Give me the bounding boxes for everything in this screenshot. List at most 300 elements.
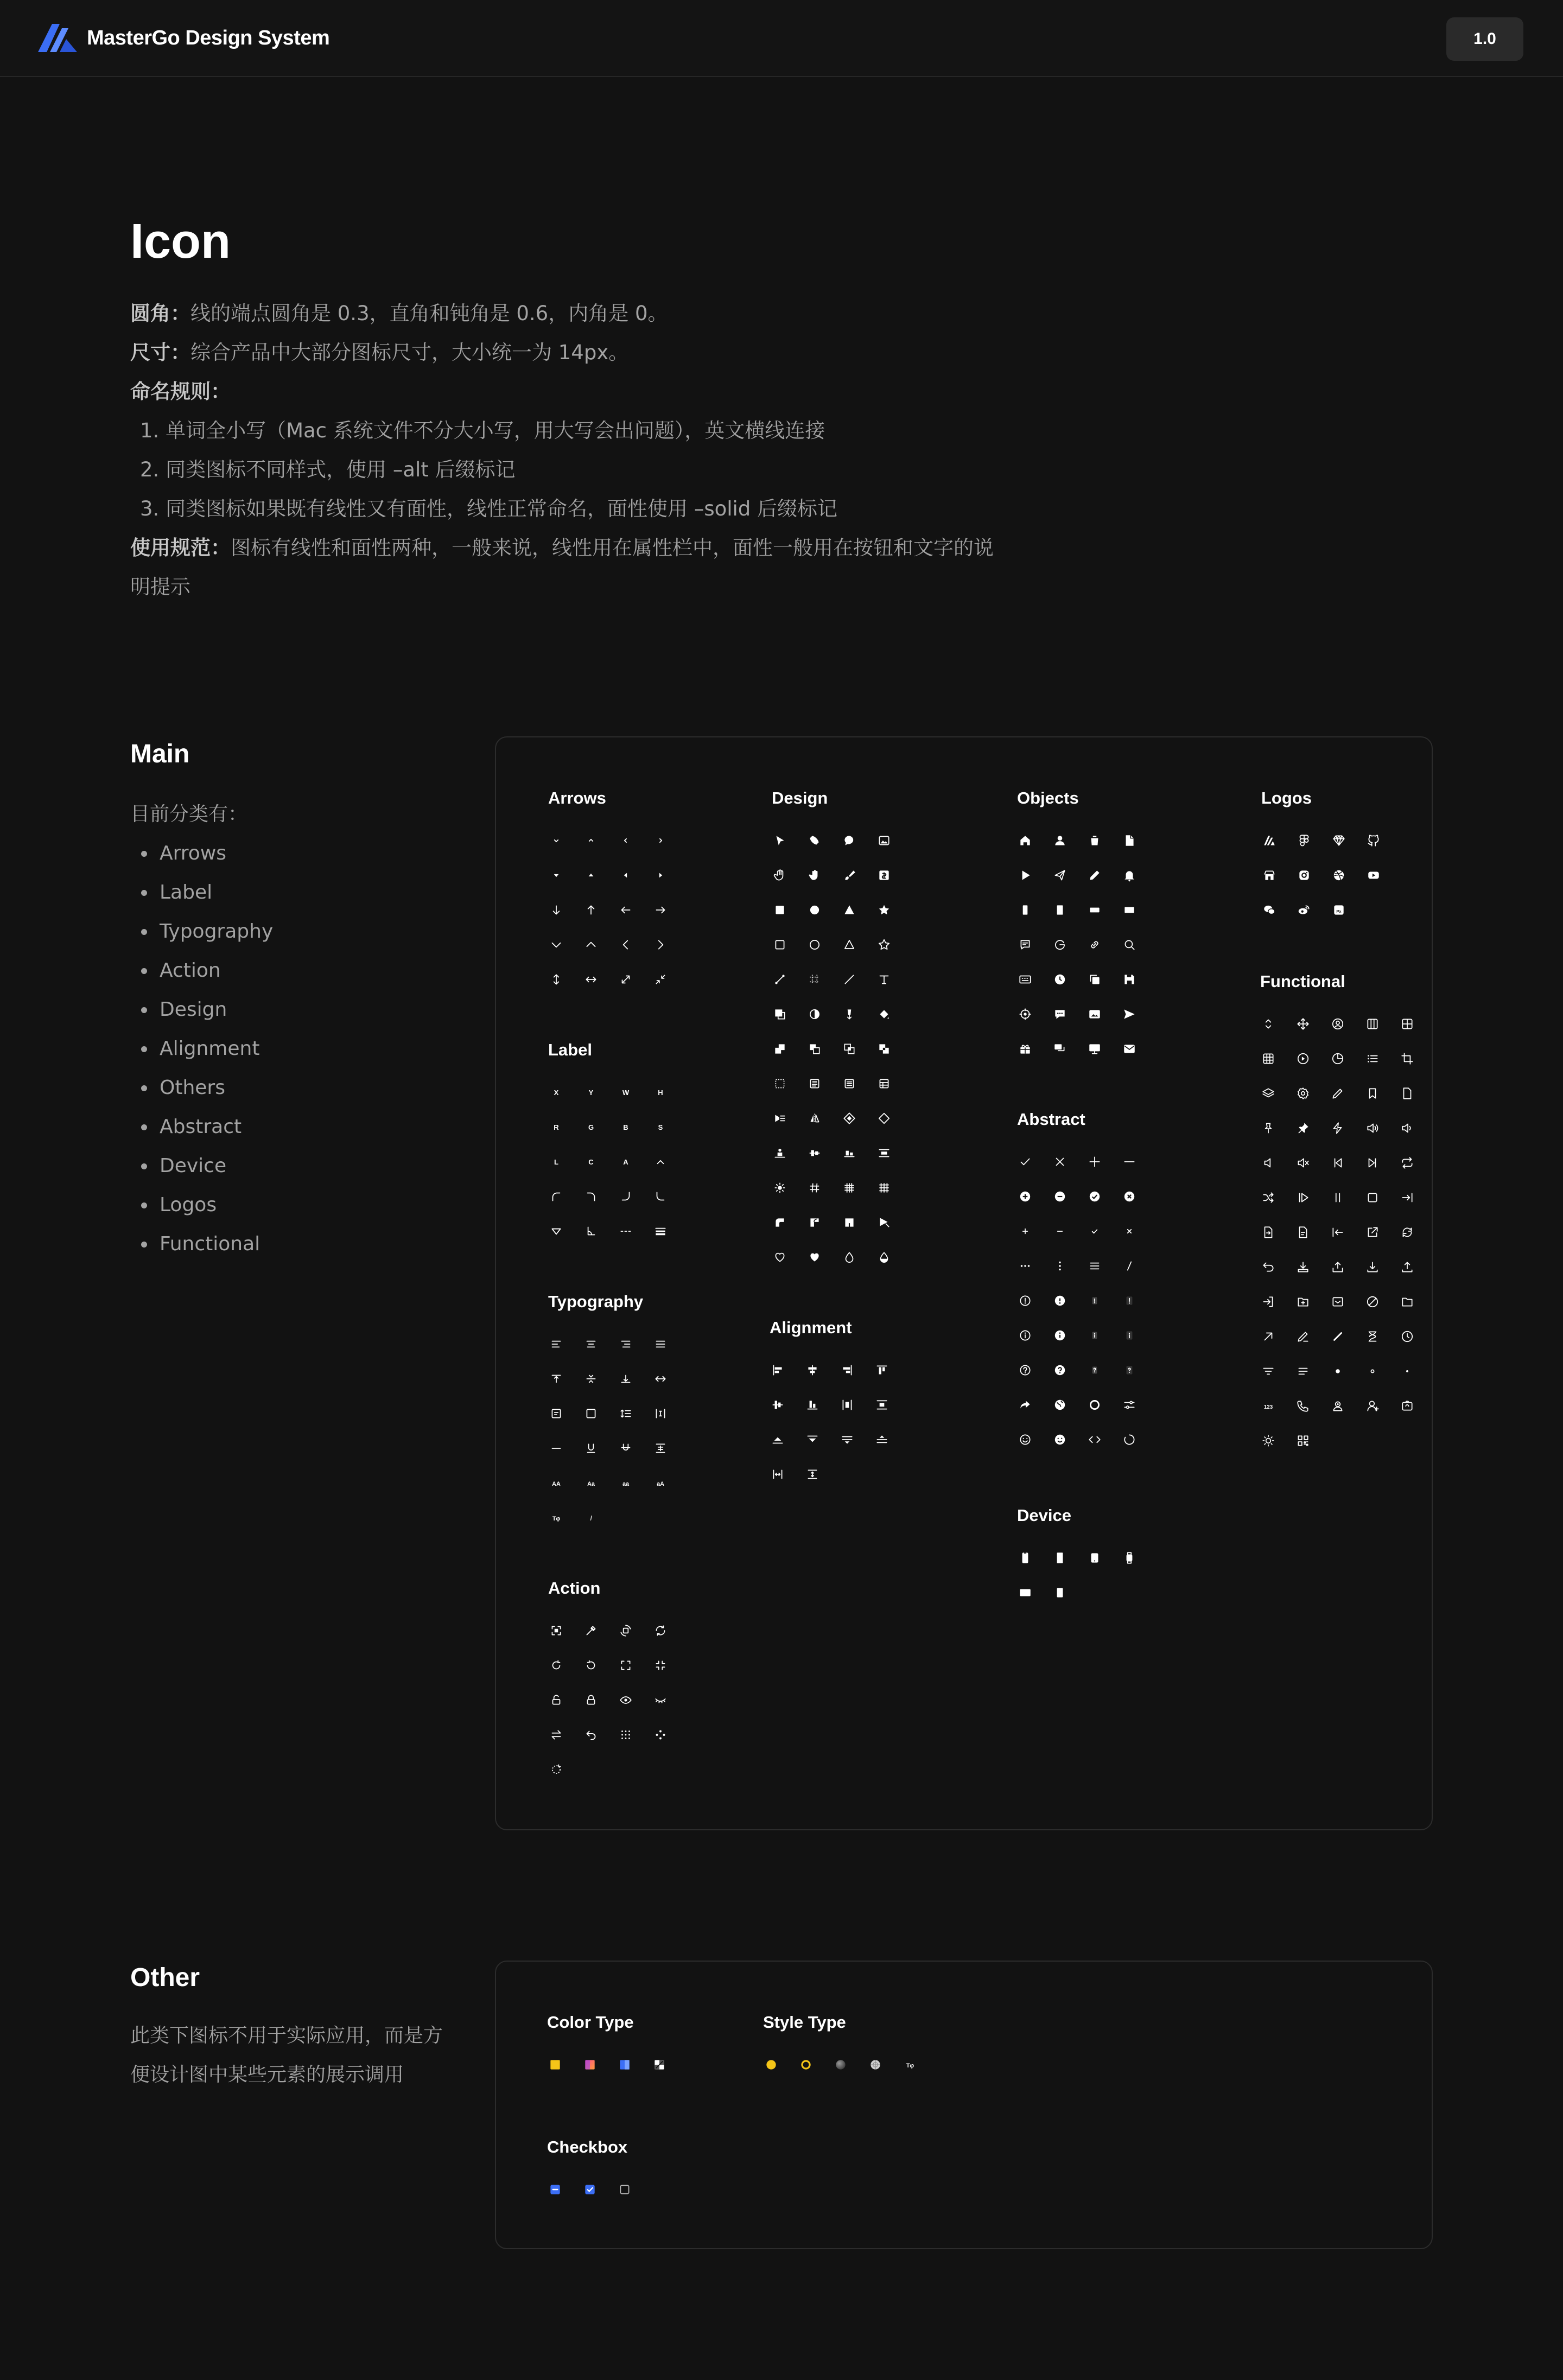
columns-icon[interactable] bbox=[1364, 1007, 1399, 1041]
chevron-right-icon[interactable] bbox=[652, 927, 687, 962]
dribbble-icon[interactable] bbox=[1331, 858, 1365, 893]
rect-wide-icon[interactable] bbox=[1087, 893, 1121, 927]
github-logo-icon[interactable] bbox=[1365, 823, 1400, 858]
dot-medium-icon[interactable] bbox=[1364, 1354, 1399, 1389]
frame-box-icon[interactable] bbox=[583, 1396, 618, 1431]
eye-closed-icon[interactable] bbox=[652, 1683, 687, 1717]
undo-icon[interactable] bbox=[583, 1717, 618, 1752]
align-middle-lines-icon[interactable] bbox=[839, 1422, 874, 1457]
plus-circle-icon[interactable] bbox=[1017, 1179, 1052, 1214]
color-image-icon[interactable] bbox=[617, 2047, 651, 2082]
info-circle-solid-icon[interactable] bbox=[1052, 1318, 1087, 1353]
corner-br-icon[interactable] bbox=[618, 1179, 652, 1214]
ring-icon[interactable] bbox=[1087, 1388, 1121, 1422]
close-circle-icon[interactable] bbox=[1121, 1179, 1156, 1214]
text-cursor-icon[interactable] bbox=[652, 1396, 687, 1431]
smile-icon[interactable] bbox=[1017, 1422, 1052, 1457]
contact-icon[interactable] bbox=[1330, 1389, 1364, 1423]
caret-up-icon[interactable] bbox=[583, 858, 618, 893]
desktop-icon[interactable] bbox=[1087, 1032, 1121, 1066]
keyboard-icon[interactable] bbox=[1017, 962, 1052, 997]
arrow-left-icon[interactable] bbox=[618, 893, 652, 927]
trash-icon[interactable] bbox=[1087, 823, 1121, 858]
c-label-icon[interactable] bbox=[583, 1144, 618, 1179]
paper-plane-icon[interactable] bbox=[1121, 997, 1156, 1032]
inbox-icon[interactable] bbox=[1330, 1284, 1364, 1319]
edit-square-icon[interactable] bbox=[1295, 1319, 1330, 1354]
upload-icon[interactable] bbox=[1399, 1250, 1434, 1284]
distribute-middle-icon[interactable] bbox=[806, 1136, 841, 1170]
angle-icon[interactable] bbox=[583, 1214, 618, 1249]
text-align-center-icon[interactable] bbox=[583, 1327, 618, 1361]
star-solid-icon[interactable] bbox=[876, 893, 911, 927]
menu-icon[interactable] bbox=[1087, 1249, 1121, 1283]
chevron-right-small-icon[interactable] bbox=[652, 823, 687, 858]
filter-icon[interactable] bbox=[1260, 1354, 1295, 1389]
grid-4-icon[interactable] bbox=[1399, 1007, 1434, 1041]
search-icon[interactable] bbox=[1121, 927, 1156, 962]
rect-portrait-icon[interactable] bbox=[1052, 893, 1087, 927]
login-icon[interactable] bbox=[1260, 1284, 1295, 1319]
monitor-wide-icon[interactable] bbox=[1017, 1575, 1052, 1610]
clock-solid-icon[interactable] bbox=[1052, 962, 1087, 997]
circle-solid-icon[interactable] bbox=[806, 893, 841, 927]
close-icon[interactable] bbox=[1052, 1144, 1087, 1179]
lowercase-icon[interactable] bbox=[618, 1466, 652, 1500]
component-icon[interactable] bbox=[876, 858, 911, 893]
align-right-icon[interactable] bbox=[839, 1353, 874, 1388]
download-tray-icon[interactable] bbox=[1295, 1250, 1330, 1284]
eye-icon[interactable] bbox=[618, 1683, 652, 1717]
caret-label-icon[interactable] bbox=[652, 1144, 687, 1179]
eyedropper-icon[interactable] bbox=[583, 1613, 618, 1648]
settings-icon[interactable] bbox=[1295, 1076, 1330, 1111]
space-vertical-icon[interactable] bbox=[804, 1457, 839, 1492]
text-format-icon[interactable] bbox=[548, 1500, 583, 1535]
user-add-icon[interactable] bbox=[1364, 1389, 1399, 1423]
file-export-icon[interactable] bbox=[1260, 1215, 1295, 1250]
message-dots-icon[interactable] bbox=[1052, 997, 1087, 1032]
arrow-up-icon[interactable] bbox=[583, 893, 618, 927]
upload-tray-icon[interactable] bbox=[1330, 1250, 1364, 1284]
pixso-logo-icon[interactable] bbox=[1331, 893, 1365, 927]
check-circle-icon[interactable] bbox=[1087, 1179, 1121, 1214]
color-transparent-icon[interactable] bbox=[651, 2047, 686, 2082]
file-icon[interactable] bbox=[1121, 823, 1156, 858]
pin-icon[interactable] bbox=[1260, 1111, 1295, 1146]
space-horizontal-icon[interactable] bbox=[770, 1457, 804, 1492]
sort-icon[interactable] bbox=[1260, 1007, 1295, 1041]
caret-down-icon[interactable] bbox=[548, 858, 583, 893]
pencil-icon[interactable] bbox=[1087, 858, 1121, 893]
paint-bucket-icon[interactable] bbox=[876, 997, 911, 1032]
loading-icon[interactable] bbox=[1121, 1422, 1156, 1457]
style-fill-icon[interactable] bbox=[763, 2047, 798, 2082]
caret-left-icon[interactable] bbox=[618, 858, 652, 893]
crop-icon[interactable] bbox=[1399, 1041, 1434, 1076]
tablet-icon[interactable] bbox=[1052, 1541, 1087, 1575]
dot-grid-icon[interactable] bbox=[618, 1717, 652, 1752]
wechat-icon[interactable] bbox=[1261, 893, 1296, 927]
help-circle-solid-icon[interactable] bbox=[1052, 1353, 1087, 1388]
numbers-icon[interactable] bbox=[1260, 1389, 1295, 1423]
star-icon[interactable] bbox=[876, 927, 911, 962]
intersect-icon[interactable] bbox=[841, 1032, 876, 1066]
text-lines-icon[interactable] bbox=[1295, 1354, 1330, 1389]
arrow-down-icon[interactable] bbox=[548, 893, 583, 927]
mail-icon[interactable] bbox=[1121, 1032, 1156, 1066]
exclude-icon[interactable] bbox=[876, 1032, 911, 1066]
plus-icon[interactable] bbox=[1087, 1144, 1121, 1179]
triangle-solid-icon[interactable] bbox=[841, 893, 876, 927]
more-vertical-icon[interactable] bbox=[1052, 1249, 1087, 1283]
minus-small-icon[interactable] bbox=[1052, 1214, 1087, 1249]
document-lines-icon[interactable] bbox=[841, 1066, 876, 1101]
repeat-icon[interactable] bbox=[1399, 1146, 1434, 1180]
pie-chart-icon[interactable] bbox=[1330, 1041, 1364, 1076]
user-icon[interactable] bbox=[1052, 823, 1087, 858]
align-h-center-icon[interactable] bbox=[804, 1353, 839, 1388]
globe-icon[interactable] bbox=[1052, 1388, 1087, 1422]
strikethrough-icon[interactable] bbox=[548, 1431, 583, 1466]
style-text-icon[interactable] bbox=[902, 2047, 937, 2082]
layer-stack-icon[interactable] bbox=[772, 997, 806, 1032]
flip-vertical-icon[interactable] bbox=[806, 1101, 841, 1136]
reload-icon[interactable] bbox=[1399, 1215, 1434, 1250]
skip-forward-icon[interactable] bbox=[1364, 1146, 1399, 1180]
help-circle-icon[interactable] bbox=[1017, 1353, 1052, 1388]
align-stack-icon[interactable] bbox=[874, 1422, 908, 1457]
chevron-left-small-icon[interactable] bbox=[618, 823, 652, 858]
copy-icon[interactable] bbox=[1087, 962, 1121, 997]
play-icon[interactable] bbox=[1017, 858, 1052, 893]
checkbox-empty-icon[interactable] bbox=[617, 2172, 651, 2207]
dashed-line-icon[interactable] bbox=[618, 1214, 652, 1249]
distribute-top-icon[interactable] bbox=[772, 1136, 806, 1170]
w-label-icon[interactable] bbox=[618, 1075, 652, 1110]
a-label-icon[interactable] bbox=[618, 1144, 652, 1179]
text-box-icon[interactable] bbox=[548, 1396, 583, 1431]
more-horizontal-icon[interactable] bbox=[1017, 1249, 1052, 1283]
file-blank-icon[interactable] bbox=[1399, 1076, 1434, 1111]
align-v-center-icon[interactable] bbox=[770, 1388, 804, 1422]
target-icon[interactable] bbox=[1017, 997, 1052, 1032]
exit-fullscreen-icon[interactable] bbox=[652, 1648, 687, 1683]
line-height-icon[interactable] bbox=[618, 1396, 652, 1431]
small-caps-icon[interactable] bbox=[652, 1466, 687, 1500]
send-icon[interactable] bbox=[1052, 858, 1087, 893]
dotted-rotate-icon[interactable] bbox=[548, 1752, 583, 1787]
play-circle-icon[interactable] bbox=[1295, 1041, 1330, 1076]
hourglass-icon[interactable] bbox=[1364, 1319, 1399, 1354]
square-icon[interactable] bbox=[772, 927, 806, 962]
distribute-v-center-icon[interactable] bbox=[874, 1388, 908, 1422]
volume-low-icon[interactable] bbox=[1260, 1146, 1295, 1180]
swap-icon[interactable] bbox=[548, 1717, 583, 1752]
plus-small-icon[interactable] bbox=[1017, 1214, 1052, 1249]
chevron-down-icon[interactable] bbox=[548, 927, 583, 962]
arrow-up-right-icon[interactable] bbox=[1260, 1319, 1295, 1354]
half-circle-icon[interactable] bbox=[806, 997, 841, 1032]
save-icon[interactable] bbox=[1121, 962, 1156, 997]
lock-icon[interactable] bbox=[583, 1683, 618, 1717]
alert-circle-solid-icon[interactable] bbox=[1052, 1283, 1087, 1318]
refresh-frame-icon[interactable] bbox=[652, 1613, 687, 1648]
y-label-icon[interactable] bbox=[583, 1075, 618, 1110]
letter-spacing-icon[interactable] bbox=[652, 1361, 687, 1396]
style-grid-icon[interactable] bbox=[867, 2047, 902, 2082]
text-justify-icon[interactable] bbox=[652, 1327, 687, 1361]
minus-circle-icon[interactable] bbox=[1052, 1179, 1087, 1214]
pause-icon[interactable] bbox=[1330, 1180, 1364, 1215]
triangle-icon[interactable] bbox=[841, 927, 876, 962]
align-bottom-icon[interactable] bbox=[804, 1388, 839, 1422]
line-icon[interactable] bbox=[841, 962, 876, 997]
clock-icon[interactable] bbox=[1399, 1319, 1434, 1354]
align-bottom-line-icon[interactable] bbox=[770, 1422, 804, 1457]
unlock-icon[interactable] bbox=[548, 1683, 583, 1717]
corner-bl-icon[interactable] bbox=[652, 1179, 687, 1214]
square-solid-icon[interactable] bbox=[772, 893, 806, 927]
union-icon[interactable] bbox=[772, 1032, 806, 1066]
download-icon[interactable] bbox=[1364, 1250, 1399, 1284]
watch-square-icon[interactable] bbox=[1087, 1541, 1121, 1575]
back-to-start-icon[interactable] bbox=[1330, 1215, 1364, 1250]
text-align-bottom-icon[interactable] bbox=[618, 1361, 652, 1396]
strikeout-u-icon[interactable] bbox=[618, 1431, 652, 1466]
align-left-icon[interactable] bbox=[770, 1353, 804, 1388]
corner-tl-icon[interactable] bbox=[548, 1179, 583, 1214]
bell-icon[interactable] bbox=[1121, 858, 1156, 893]
brush-icon[interactable] bbox=[841, 858, 876, 893]
italic-icon[interactable] bbox=[583, 1500, 618, 1535]
table-icon[interactable] bbox=[1260, 1041, 1295, 1076]
chevron-up-small-icon[interactable] bbox=[583, 823, 618, 858]
paragraph-spacing-icon[interactable] bbox=[652, 1431, 687, 1466]
x-label-icon[interactable] bbox=[548, 1075, 583, 1110]
folder-icon[interactable] bbox=[1399, 1284, 1434, 1319]
gift-icon[interactable] bbox=[1017, 1032, 1052, 1066]
hand-solid-icon[interactable] bbox=[806, 858, 841, 893]
share-icon[interactable] bbox=[1017, 1388, 1052, 1422]
volume-down-icon[interactable] bbox=[1399, 1111, 1434, 1146]
collapse-diagonal-icon[interactable] bbox=[652, 962, 687, 997]
phone-icon[interactable] bbox=[1017, 1541, 1052, 1575]
weibo-icon[interactable] bbox=[1296, 893, 1331, 927]
brightness-icon[interactable] bbox=[1260, 1423, 1295, 1458]
edit-icon[interactable] bbox=[1330, 1076, 1364, 1111]
external-link-icon[interactable] bbox=[1364, 1215, 1399, 1250]
instagram-icon[interactable] bbox=[1296, 858, 1331, 893]
mute-icon[interactable] bbox=[1295, 1146, 1330, 1180]
rotate-cw-icon[interactable] bbox=[548, 1648, 583, 1683]
page-icon[interactable] bbox=[806, 1066, 841, 1101]
rotate-frame-icon[interactable] bbox=[618, 1613, 652, 1648]
pen-slash-icon[interactable] bbox=[1330, 1319, 1364, 1354]
alert-small-icon[interactable] bbox=[1087, 1283, 1121, 1318]
grid-dots-icon[interactable] bbox=[876, 1170, 911, 1205]
chevron-down-small-icon[interactable] bbox=[548, 823, 583, 858]
arrow-right-icon[interactable] bbox=[652, 893, 687, 927]
close-small-icon[interactable] bbox=[1121, 1214, 1156, 1249]
brand-name[interactable]: MasterGo Design System bbox=[87, 27, 330, 49]
info-small-icon[interactable] bbox=[1087, 1318, 1121, 1353]
qr-code-icon[interactable] bbox=[1295, 1423, 1330, 1458]
layers-icon[interactable] bbox=[1260, 1076, 1295, 1111]
sun-icon[interactable] bbox=[772, 1170, 806, 1205]
file-text-icon[interactable] bbox=[1295, 1215, 1330, 1250]
flip-horizontal-icon[interactable] bbox=[772, 1101, 806, 1136]
align-top-icon[interactable] bbox=[874, 1353, 908, 1388]
chat-multi-icon[interactable] bbox=[1052, 1032, 1087, 1066]
pen-tool-icon[interactable] bbox=[806, 823, 841, 858]
chevron-up-icon[interactable] bbox=[583, 927, 618, 962]
caret-right-icon[interactable] bbox=[652, 858, 687, 893]
cursor-icon[interactable] bbox=[772, 823, 806, 858]
underline-icon[interactable] bbox=[583, 1431, 618, 1466]
ban-icon[interactable] bbox=[1364, 1284, 1399, 1319]
stroke-weight-icon[interactable] bbox=[652, 1214, 687, 1249]
uppercase-icon[interactable] bbox=[548, 1466, 583, 1500]
text-align-left-icon[interactable] bbox=[548, 1327, 583, 1361]
corner-radius-solid-icon[interactable] bbox=[841, 1205, 876, 1240]
phone-call-icon[interactable] bbox=[1295, 1389, 1330, 1423]
folder-add-icon[interactable] bbox=[1295, 1284, 1330, 1319]
triangle-down-outline-icon[interactable] bbox=[548, 1214, 583, 1249]
checkbox-indeterminate-icon[interactable] bbox=[547, 2172, 582, 2207]
skip-back-icon[interactable] bbox=[1330, 1146, 1364, 1180]
help-small-icon[interactable] bbox=[1087, 1353, 1121, 1388]
watch-icon[interactable] bbox=[1121, 1541, 1156, 1575]
move-icon[interactable] bbox=[1295, 1007, 1330, 1041]
smile-solid-icon[interactable] bbox=[1052, 1422, 1087, 1457]
pen-down-icon[interactable] bbox=[841, 997, 876, 1032]
color-gradient-icon[interactable] bbox=[582, 2047, 617, 2082]
export-right-icon[interactable] bbox=[1399, 1180, 1434, 1215]
sketch-logo-icon[interactable] bbox=[1331, 823, 1365, 858]
play-outline-icon[interactable] bbox=[1295, 1180, 1330, 1215]
align-top-line-icon[interactable] bbox=[804, 1422, 839, 1457]
distribute-v-icon[interactable] bbox=[876, 1136, 911, 1170]
hand-icon[interactable] bbox=[772, 858, 806, 893]
hash-icon[interactable] bbox=[806, 1170, 841, 1205]
home-icon[interactable] bbox=[1017, 823, 1052, 858]
b-label-icon[interactable] bbox=[618, 1110, 652, 1144]
l-label-icon[interactable] bbox=[548, 1144, 583, 1179]
alert-square-icon[interactable] bbox=[1121, 1283, 1156, 1318]
shuffle-icon[interactable] bbox=[1260, 1180, 1295, 1215]
g-label-icon[interactable] bbox=[583, 1110, 618, 1144]
diamond-solid-icon[interactable] bbox=[841, 1101, 876, 1136]
bookmark-icon[interactable] bbox=[1364, 1076, 1399, 1111]
dashed-frame-icon[interactable] bbox=[772, 1066, 806, 1101]
line-connect-icon[interactable] bbox=[772, 962, 806, 997]
droplet-half-icon[interactable] bbox=[876, 1240, 911, 1275]
chat-bubble-icon[interactable] bbox=[841, 823, 876, 858]
color-solid-icon[interactable] bbox=[547, 2047, 582, 2082]
figma-logo-icon[interactable] bbox=[1296, 823, 1331, 858]
store-icon[interactable] bbox=[1261, 858, 1296, 893]
google-icon[interactable] bbox=[1052, 927, 1087, 962]
distribute-h-icon[interactable] bbox=[839, 1388, 874, 1422]
rect-landscape-icon[interactable] bbox=[1121, 893, 1156, 927]
title-case-icon[interactable] bbox=[583, 1466, 618, 1500]
stop-icon[interactable] bbox=[1364, 1180, 1399, 1215]
frame-select-icon[interactable] bbox=[806, 962, 841, 997]
pin-solid-icon[interactable] bbox=[1295, 1111, 1330, 1146]
corner-radius-icon[interactable] bbox=[772, 1205, 806, 1240]
expand-diagonal-icon[interactable] bbox=[618, 962, 652, 997]
heart-icon[interactable] bbox=[772, 1240, 806, 1275]
h-label-icon[interactable] bbox=[652, 1075, 687, 1110]
text-align-middle-icon[interactable] bbox=[583, 1361, 618, 1396]
distribute-bottom-icon[interactable] bbox=[841, 1136, 876, 1170]
style-stroke-icon[interactable] bbox=[798, 2047, 833, 2082]
minus-icon[interactable] bbox=[1121, 1144, 1156, 1179]
rect-tall-icon[interactable] bbox=[1017, 893, 1052, 927]
sliders-icon[interactable] bbox=[1121, 1388, 1156, 1422]
flash-icon[interactable] bbox=[1330, 1111, 1364, 1146]
text-align-right-icon[interactable] bbox=[618, 1327, 652, 1361]
dot-large-icon[interactable] bbox=[1330, 1354, 1364, 1389]
style-effect-icon[interactable] bbox=[833, 2047, 867, 2082]
scan-icon[interactable] bbox=[548, 1613, 583, 1648]
check-icon[interactable] bbox=[1017, 1144, 1052, 1179]
table-grid-icon[interactable] bbox=[876, 1066, 911, 1101]
comment-icon[interactable] bbox=[1017, 927, 1052, 962]
volume-up-icon[interactable] bbox=[1364, 1111, 1399, 1146]
dot-small-icon[interactable] bbox=[1399, 1354, 1434, 1389]
version-button[interactable]: 1.0 bbox=[1446, 17, 1523, 61]
checkbox-checked-icon[interactable] bbox=[582, 2172, 617, 2207]
diamond-icon[interactable] bbox=[876, 1101, 911, 1136]
info-circle-icon[interactable] bbox=[1017, 1318, 1052, 1353]
link-icon[interactable] bbox=[1087, 927, 1121, 962]
camera-switch-icon[interactable] bbox=[1399, 1389, 1434, 1423]
s-label-icon[interactable] bbox=[652, 1110, 687, 1144]
heart-solid-icon[interactable] bbox=[806, 1240, 841, 1275]
text-icon[interactable] bbox=[876, 962, 911, 997]
resize-horizontal-icon[interactable] bbox=[583, 962, 618, 997]
circle-icon[interactable] bbox=[806, 927, 841, 962]
fullscreen-icon[interactable] bbox=[618, 1648, 652, 1683]
resize-vertical-icon[interactable] bbox=[548, 962, 583, 997]
rotate-ccw-icon[interactable] bbox=[583, 1648, 618, 1683]
undo-arrow-icon[interactable] bbox=[1260, 1250, 1295, 1284]
check-small-icon[interactable] bbox=[1087, 1214, 1121, 1249]
move-dots-icon[interactable] bbox=[652, 1717, 687, 1752]
youtube-icon[interactable] bbox=[1365, 858, 1400, 893]
slash-icon[interactable] bbox=[1121, 1249, 1156, 1283]
subtract-icon[interactable] bbox=[806, 1032, 841, 1066]
device-tall-icon[interactable] bbox=[1052, 1575, 1087, 1610]
info-square-icon[interactable] bbox=[1121, 1318, 1156, 1353]
corner-radius-alt-icon[interactable] bbox=[806, 1205, 841, 1240]
alert-circle-icon[interactable] bbox=[1017, 1283, 1052, 1318]
grid-solid-icon[interactable] bbox=[841, 1170, 876, 1205]
r-label-icon[interactable] bbox=[548, 1110, 583, 1144]
droplet-icon[interactable] bbox=[841, 1240, 876, 1275]
image-icon[interactable] bbox=[876, 823, 911, 858]
user-circle-icon[interactable] bbox=[1330, 1007, 1364, 1041]
mastergo-logo-icon[interactable] bbox=[1261, 823, 1296, 858]
code-icon[interactable] bbox=[1087, 1422, 1121, 1457]
chevron-left-icon[interactable] bbox=[618, 927, 652, 962]
photo-card-icon[interactable] bbox=[1087, 997, 1121, 1032]
corner-tr-icon[interactable] bbox=[583, 1179, 618, 1214]
help-square-icon[interactable] bbox=[1121, 1353, 1156, 1388]
cursor-play-icon[interactable] bbox=[876, 1205, 911, 1240]
